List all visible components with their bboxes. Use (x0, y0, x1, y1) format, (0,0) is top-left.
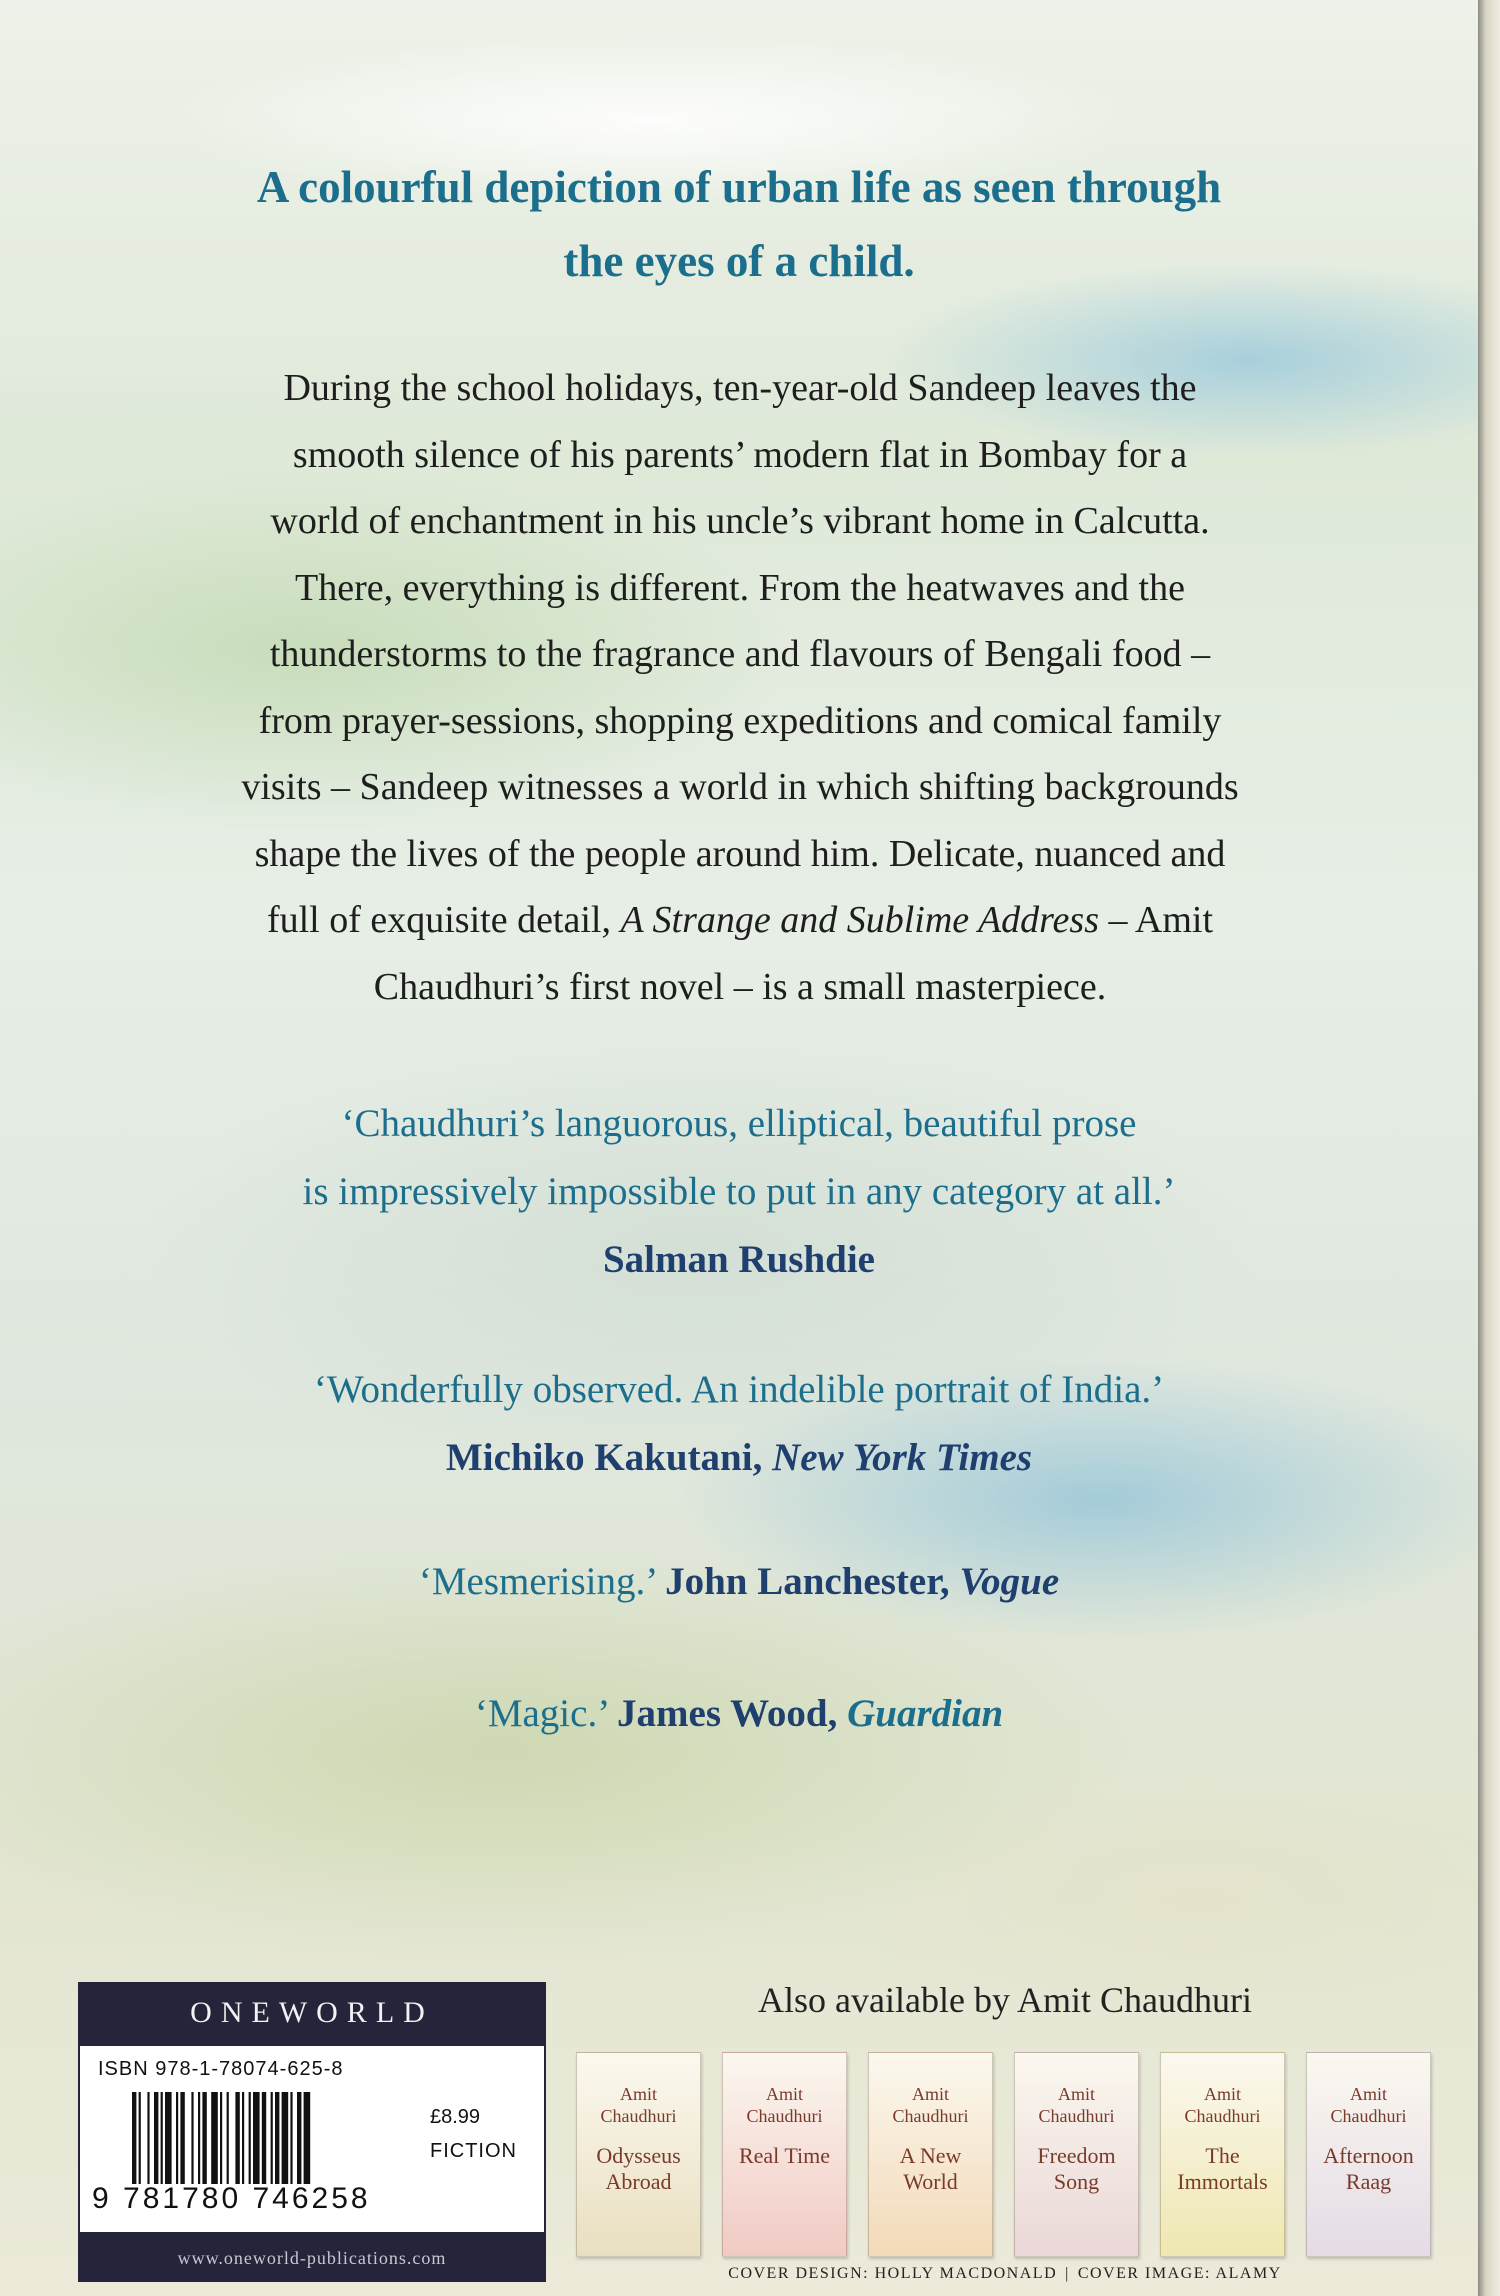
barcode-bar (262, 2092, 266, 2184)
book-cover-thumbnail (722, 2052, 847, 2257)
synopsis-line-6: from prayer-sessions, shopping expeditions and comical family (258, 699, 1222, 742)
review-quote-line-1: ‘Chaudhuri’s languorous, elliptical, beautiful prose (341, 1102, 1137, 1145)
barcode-bar (180, 2092, 184, 2184)
book-author: Amit Chaudhuri (1184, 2084, 1261, 2126)
credit-separator: | (1065, 2265, 1070, 2282)
synopsis-line-5: thunderstorms to the fragrance and flavours of Bengali food – (269, 633, 1211, 675)
barcode-bar (235, 2092, 239, 2184)
book-author: Amit Chaudhuri (746, 2084, 823, 2126)
barcode-bar (253, 2092, 260, 2184)
review-author: James Wood, (617, 1692, 848, 1735)
barcode-bar (202, 2092, 206, 2184)
book-author: Amit Chaudhuri (1330, 2084, 1407, 2126)
barcode-bar (275, 2092, 279, 2184)
barcode-bar (211, 2092, 218, 2184)
barcode-bar (132, 2092, 136, 2184)
review-quote-kakutani (0, 1356, 1478, 1492)
barcode-bar (297, 2092, 301, 2184)
barcode-number: 9 781780 746258 (92, 2182, 371, 2215)
review-quote-line (0, 1680, 1478, 1748)
barcode-bar (220, 2092, 222, 2184)
book-author: Amit Chaudhuri (600, 2084, 677, 2126)
barcode-bar (249, 2092, 251, 2184)
book-title: Real Time (738, 2143, 831, 2168)
review-quote-line (0, 1548, 1478, 1616)
book-cover-thumbnail (1160, 2052, 1285, 2257)
synopsis-line-10: Chaudhuri’s first novel – is a small masterpiece. (373, 965, 1107, 1008)
review-quote-text: ‘Mesmerising.’ (418, 1560, 666, 1603)
review-author: Michiko Kakutani, (445, 1436, 773, 1479)
review-author: John Lanchester, (665, 1560, 960, 1603)
book-title: The Immortals (1177, 2143, 1268, 2194)
tagline-line-1: A colourful depiction of urban life as seen through (256, 162, 1222, 212)
barcode-bar (161, 2092, 163, 2184)
book-cover-thumbnail (576, 2052, 701, 2257)
book-author: Amit Chaudhuri (892, 2084, 969, 2126)
also-available-books (566, 2052, 1442, 2262)
synopsis-line-9-post: – Amit (1099, 899, 1214, 941)
book-cover-thumbnail (1014, 2052, 1139, 2257)
barcode-bar (139, 2092, 141, 2184)
review-publication: New York Times (772, 1436, 1033, 1479)
book-title: A New World (899, 2143, 962, 2194)
barcode-panel (78, 2044, 546, 2234)
review-publication: Vogue (959, 1560, 1060, 1603)
barcode-icon (128, 2092, 468, 2184)
synopsis-line-2: smooth silence of his parents’ modern flat in Bombay for a (292, 433, 1188, 476)
cover-design-credit: COVER DESIGN: HOLLY MACDONALD (728, 2265, 1058, 2282)
barcode-bar (304, 2092, 311, 2184)
price: £8.99 (430, 2106, 481, 2128)
review-quote-line-2: is impressively impossible to put in any category at all.’ (302, 1170, 1176, 1213)
cover-credits (570, 2265, 1440, 2283)
review-quote-rushdie (0, 1090, 1478, 1294)
tagline (0, 150, 1478, 298)
book-author: Amit Chaudhuri (1038, 2084, 1115, 2126)
page-edge (1478, 0, 1500, 2296)
cover-image-credit: COVER IMAGE: ALAMY (1077, 2265, 1282, 2282)
synopsis-line-7: visits – Sandeep witnesses a world in which shifting backgrounds (241, 766, 1239, 808)
book-title: Freedom Song (1037, 2143, 1116, 2194)
barcode-bar (198, 2092, 200, 2184)
book-cover-thumbnail (1306, 2052, 1431, 2257)
book-title: Odysseus Abroad (596, 2143, 681, 2194)
also-available-heading: Also available by Amit Chaudhuri (758, 1980, 1252, 2020)
review-quote-text: ‘Magic.’ (474, 1692, 618, 1735)
review-quote-text: ‘Wonderfully observed. An indelible portrait of India.’ (313, 1368, 1165, 1411)
synopsis-line-9 (70, 887, 1410, 954)
tagline-line-2: the eyes of a child. (563, 236, 915, 286)
isbn: ISBN 978-1-78074-625-8 (98, 2058, 344, 2080)
synopsis-line-9-pre: full of exquisite detail, (266, 899, 621, 941)
barcode-bar (290, 2092, 292, 2184)
review-quote-wood (0, 1680, 1478, 1748)
book-title: Afternoon Raag (1323, 2143, 1414, 2194)
barcode-bar (271, 2092, 273, 2184)
barcode-bar (154, 2092, 158, 2184)
synopsis-line-8: shape the lives of the people around him. Delicate, nuanced and (254, 832, 1226, 875)
barcode-bar (282, 2092, 289, 2184)
synopsis (70, 355, 1410, 1020)
barcode-bar (165, 2092, 172, 2184)
review-quote-lanchester (0, 1548, 1478, 1616)
book-title: A Strange and Sublime Address (620, 899, 1099, 941)
barcode-bar (147, 2092, 149, 2184)
barcode-bar (242, 2092, 244, 2184)
publisher-logo: ONEWORLD (78, 1982, 546, 2044)
synopsis-line-1: During the school holidays, ten-year-old Sandeep leaves the (283, 367, 1197, 409)
synopsis-line-3: world of enchantment in his uncle’s vibrant home in Calcutta. (270, 500, 1210, 542)
synopsis-line-4: There, everything is different. From the heatwaves and the (295, 566, 1185, 609)
review-attribution: Salman Rushdie (602, 1238, 875, 1281)
barcode-bar (176, 2092, 178, 2184)
publisher-website: www.oneworld-publications.com (78, 2234, 546, 2282)
barcode-bar (227, 2092, 229, 2184)
genre: FICTION (430, 2140, 517, 2162)
review-attribution (0, 1424, 1478, 1492)
book-cover-thumbnail (868, 2052, 993, 2257)
barcode-bar (191, 2092, 193, 2184)
review-publication: Guardian (847, 1692, 1004, 1735)
